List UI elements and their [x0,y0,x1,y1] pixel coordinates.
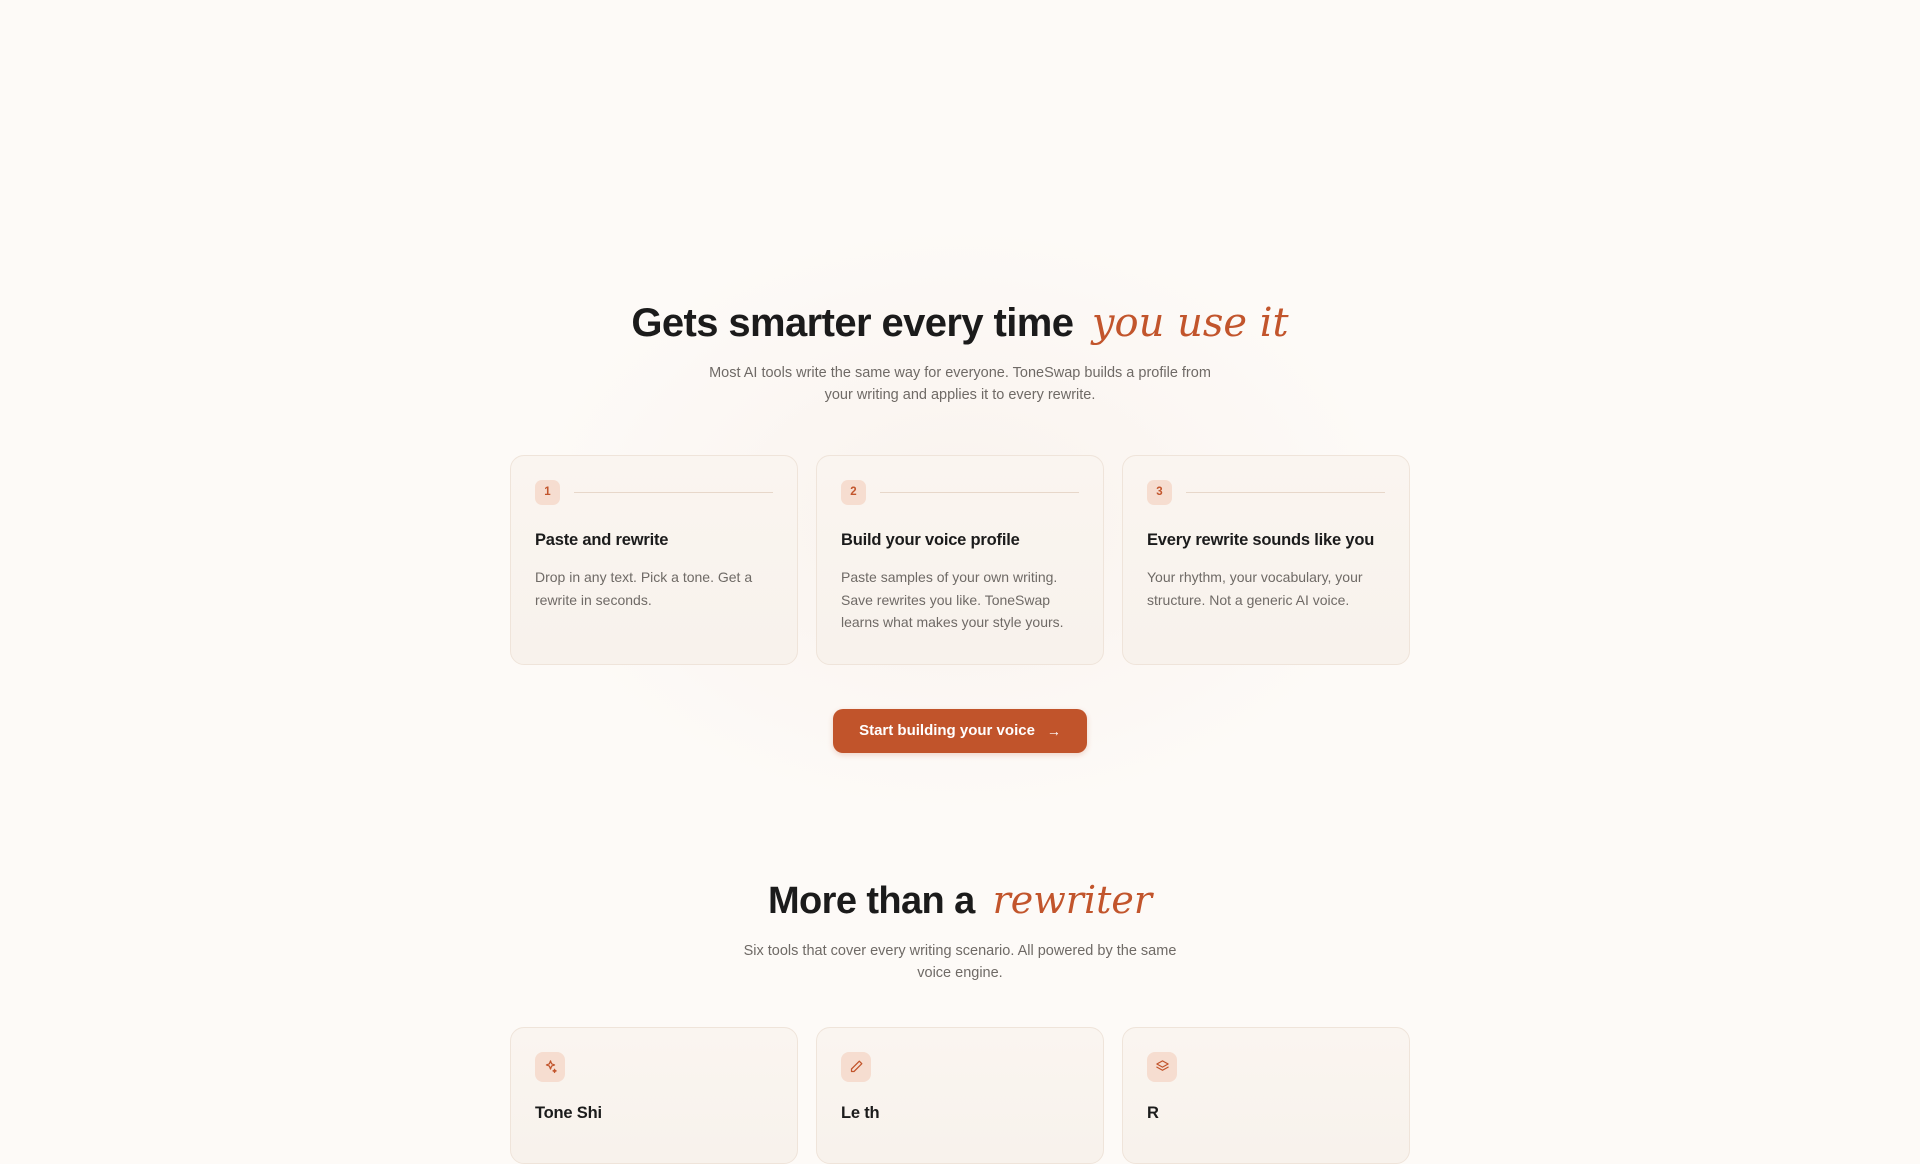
feature-card[interactable] [1122,1027,1410,1164]
cta-label: Start building your voice [859,722,1035,740]
features-headline-main-text: More than a [767,879,975,922]
step-title: Build your voice profile [841,530,1020,549]
sparkle-icon [535,1052,565,1082]
step-divider [574,492,773,493]
feature-card[interactable] [510,1027,798,1164]
cta-container [0,709,1920,753]
feature-title: Le th [841,1103,880,1122]
headline-main-text: Gets smarter every time [631,301,1074,345]
features-section [0,753,1920,1164]
features-title [0,879,1920,924]
step-card [1122,455,1410,665]
step-card [510,455,798,665]
feature-card-row [510,1027,1410,1164]
page-title [0,300,1920,346]
feature-card[interactable] [816,1027,1104,1164]
features-subtitle: Six tools that cover every writing scenario. All powered by the same voice engine. [743,942,1177,982]
step-card-header [1147,480,1385,505]
step-card-header [841,480,1079,505]
step-divider [880,492,1079,493]
step-number-badge: 2 [841,480,866,505]
start-building-your-voice-button[interactable] [833,709,1087,753]
step-title: Paste and rewrite [535,530,669,549]
feature-title: Tone Shi [535,1103,602,1122]
step-card-header [535,480,773,505]
step-description: Your rhythm, your vocabulary, your structure. Not a generic AI voice. [1147,568,1363,608]
step-description: Drop in any text. Pick a tone. Get a rewrite in seconds. [535,568,753,608]
step-number-badge: 3 [1147,480,1172,505]
feature-title: R [1147,1103,1159,1122]
step-card [816,455,1104,665]
steps-card-row [510,455,1410,665]
step-divider [1186,492,1385,493]
step-description: Paste samples of your own writing. Save rewrites you like. ToneSwap learns what makes your style yours. [841,568,1064,631]
section-subtitle: Most AI tools write the same way for everyone. ToneSwap builds a profile from your writing and applies it to every rewrite. [709,365,1211,404]
layers-icon [1147,1052,1177,1082]
arrow-right-icon: → [1046,722,1061,739]
features-headline-accent-text: rewriter [992,877,1153,922]
step-title: Every rewrite sounds like you [1147,530,1375,549]
pencil-icon [841,1052,871,1082]
step-number-badge: 1 [535,480,560,505]
headline-accent-text: you use it [1091,300,1289,346]
